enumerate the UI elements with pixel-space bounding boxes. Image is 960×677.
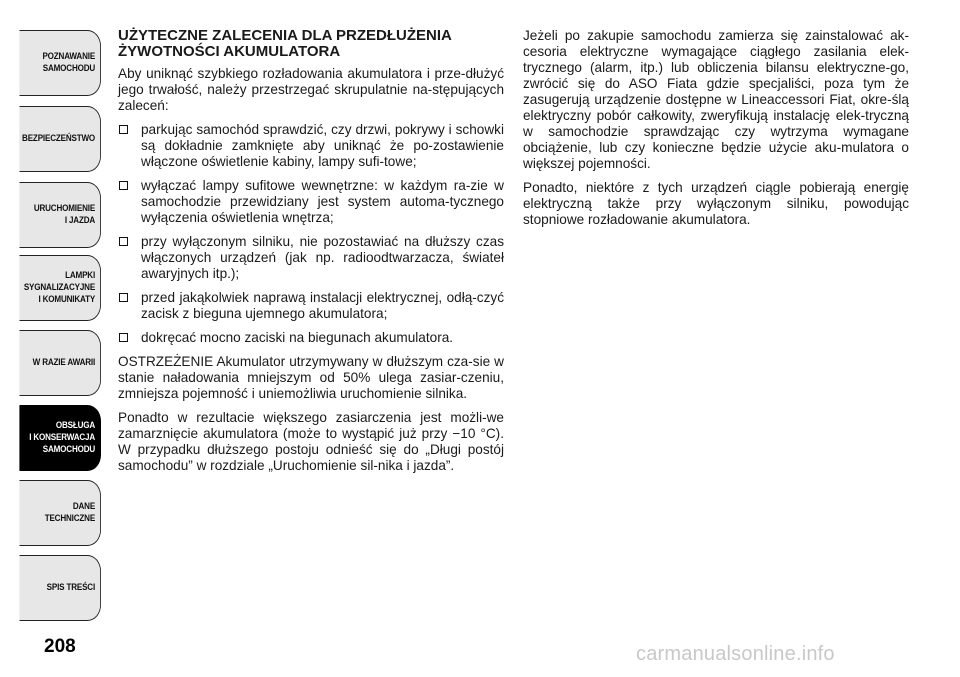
list-item <box>118 290 504 322</box>
tab-bezpieczenstwo[interactable]: BEZPIECZEŃSTWO <box>19 106 101 172</box>
chapter-sidebar <box>0 0 104 677</box>
checkbox-bullet-icon <box>119 237 128 246</box>
list-item-text: przy wyłączonym silniku, nie pozostawiać na dłuższy czas włączonych urządzeń (jak np. radioodtwarzacza, świateł awaryjnych itp.); <box>141 234 504 281</box>
watermark: carmanualsonline.info <box>636 643 835 665</box>
checkbox-bullet-icon <box>119 333 128 342</box>
warning-paragraph: OSTRZEŻENIE Akumulator utrzymywany w dłuższym cza-sie w stanie naładowania mniejszym od 50% ulega zasiar-czeniu, zmniejsza pojemność i uniemożliwia uruchomienie silnika. <box>118 354 504 401</box>
devices-paragraph: Ponadto, niektóre z tych urządzeń ciągle pobierają energię elektryczną także przy wyłączonym silniku, powodując stopniowe rozładowanie akumulatora. <box>523 180 909 227</box>
tab-obsluga-i-konserwacja[interactable]: OBSŁUGA I KONSERWACJA SAMOCHODU <box>19 405 101 471</box>
list-item-text: wyłączać lampy sufitowe wewnętrzne: w każdym ra-zie w samochodzie przewidziany jest system automa-tycznego wyłączenia oświetlenia wnętrza; <box>141 178 504 225</box>
recommendation-list <box>118 122 504 346</box>
checkbox-bullet-icon <box>119 125 128 134</box>
page-number: 208 <box>44 636 76 657</box>
list-item-text: dokręcać mocno zaciski na biegunach akumulatora. <box>141 330 454 345</box>
right-column <box>523 28 909 236</box>
tab-lampki-sygnalizacyjne[interactable]: LAMPKI SYGNALIZACYJNE I KOMUNIKATY <box>19 255 101 321</box>
section-heading: UŻYTECZNE ZALECENIA DLA PRZEDŁUŻENIA ŻYWOTNOŚCI AKUMULATORA <box>118 27 452 60</box>
cold-weather-paragraph: Ponadto w rezultacie większego zasiarczenia jest możli-we zamarznięcie akumulatora (może to wystąpić już przy −10 °C). W przypadku dłuższego postoju odnieść się do „Długi postój samochodu” w rozdziale „Uruchomienie sil-nika i jazda”. <box>118 410 504 473</box>
tab-w-razie-awarii[interactable]: W RAZIE AWARII <box>19 330 101 396</box>
intro-paragraph: Aby uniknąć szybkiego rozładowania akumulatora i prze-dłużyć jego trwałość, należy przestrzegać skrupulatnie na-stępujących zaleceń: <box>118 66 504 113</box>
list-item <box>118 330 504 346</box>
list-item-text: parkując samochód sprawdzić, czy drzwi, pokrywy i schowki są dokładnie zamknięte aby uniknąć że po-zostawienie włączone oświetlenie kabiny, lampy sufi-towe; <box>141 122 504 169</box>
checkbox-bullet-icon <box>119 293 128 302</box>
list-item <box>118 122 504 170</box>
list-item <box>118 178 504 226</box>
checkbox-bullet-icon <box>119 181 128 190</box>
list-item-text: przed jakąkolwiek naprawą instalacji elektrycznej, odłą-czyć zacisk z bieguna ujemnego akumulatora; <box>141 290 504 321</box>
left-column <box>118 28 504 482</box>
tab-poznawanie-samochodu[interactable]: POZNAWANIE SAMOCHODU <box>19 30 101 96</box>
tab-spis-tresci[interactable]: SPIS TREŚCI <box>19 555 101 621</box>
list-item <box>118 234 504 282</box>
tab-uruchomienie-i-jazda[interactable]: URUCHOMIENIE I JAZDA <box>19 182 101 248</box>
accessories-paragraph: Jeżeli po zakupie samochodu zamierza się zainstalować ak-cesoria elektryczne wymagające ciągłego zasilania elek-trycznego (alarm, itp.) lub obliczenia bilansu elektryczne-go, zwrócić się do ASO Fiata gdzie specjaliści, poza tym że zasugerują urządzenie dostępne w Lineaccessori Fiat, okre-ślą elektryczny pobór całkowity, zweryfikują instalację elek-tryczną w samochodzie sprawdzając czy wytrzyma wymagane obciążenie, lub czy konieczne będzie użycie aku-mulatora o większej pojemności. <box>523 28 909 171</box>
tab-dane-techniczne[interactable]: DANE TECHNICZNE <box>19 480 101 546</box>
